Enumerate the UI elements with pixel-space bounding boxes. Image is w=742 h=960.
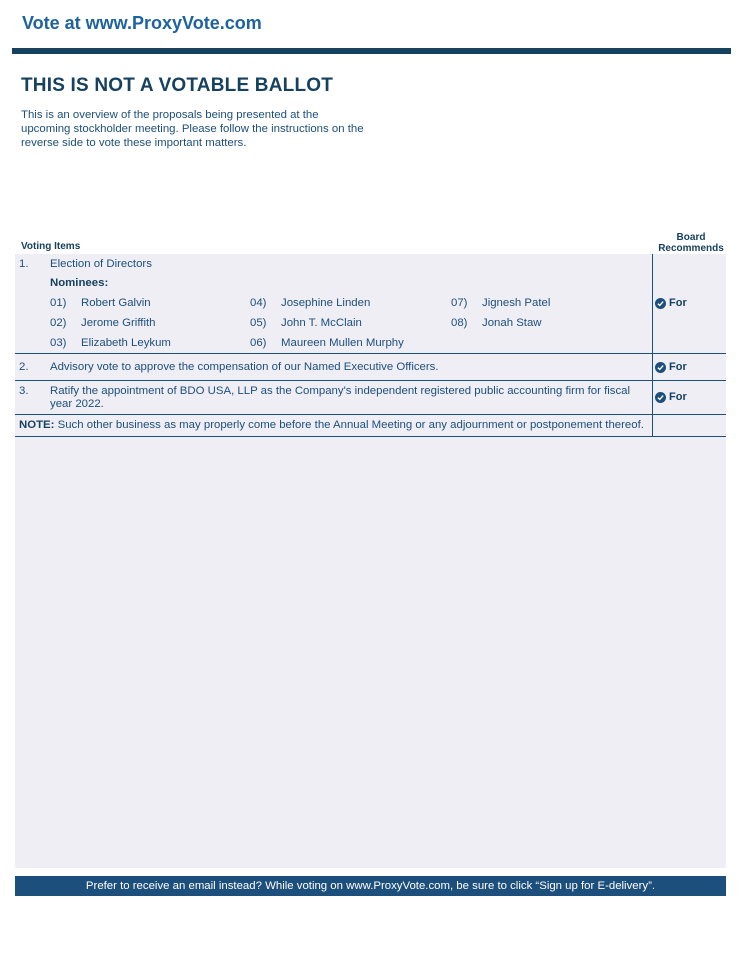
- nominee-number: 05): [250, 317, 267, 329]
- row-divider: [15, 436, 726, 437]
- intro-text: This is an overview of the proposals being presented at the upcoming stockholder meeting. Please follow the instructions on the reverse side to vote these important matters.: [21, 109, 364, 149]
- recommendation-label: For: [669, 361, 687, 373]
- item-number: 3.: [19, 385, 29, 397]
- recommendation-label: For: [669, 297, 687, 309]
- nominee-name: Elizabeth Leykum: [81, 337, 171, 349]
- nominee-number: 01): [50, 297, 67, 309]
- check-circle-icon: [655, 298, 666, 309]
- row-divider: [15, 380, 726, 381]
- nominee-number: 07): [451, 297, 468, 309]
- nominee-name: Jignesh Patel: [482, 297, 551, 309]
- note-text: Such other business as may properly come before the Annual Meeting or any adjournment or postponement thereof.: [54, 419, 644, 431]
- check-circle-icon: [655, 392, 666, 403]
- column-divider: [652, 254, 653, 436]
- nominee-name: Robert Galvin: [81, 297, 151, 309]
- board-recommendation: [655, 297, 687, 309]
- item-number: 2.: [19, 361, 29, 373]
- nominee-name: Jonah Staw: [482, 317, 542, 329]
- nominee-number: 08): [451, 317, 468, 329]
- nominee-number: 02): [50, 317, 67, 329]
- page-title: THIS IS NOT A VOTABLE BALLOT: [21, 75, 334, 96]
- item-text: Election of Directors: [50, 258, 152, 270]
- nominee-name: Maureen Mullen Murphy: [281, 337, 404, 349]
- nominee-number: 06): [250, 337, 267, 349]
- nominee-name: Josephine Linden: [281, 297, 371, 309]
- note-label: NOTE:: [19, 419, 55, 431]
- board-recommendation: [655, 361, 687, 373]
- proxyvote-link[interactable]: Vote at www.ProxyVote.com: [22, 13, 262, 33]
- nominee-name: John T. McClain: [281, 317, 362, 329]
- nominees-label: Nominees:: [50, 277, 109, 289]
- board-recommendation: [655, 391, 687, 403]
- nominee-number: 04): [250, 297, 267, 309]
- check-circle-icon: [655, 362, 666, 373]
- edelivery-banner: Prefer to receive an email instead? While voting on www.ProxyVote.com, be sure to click “Sign up for E-delivery”.: [15, 876, 726, 896]
- recommendation-label: For: [669, 391, 687, 403]
- item-number: 1.: [19, 258, 29, 270]
- board-recommends-header: Board Recommends: [658, 232, 724, 254]
- header-divider: [12, 48, 731, 54]
- item-text: Advisory vote to approve the compensation of our Named Executive Officers.: [50, 361, 439, 373]
- item-text: Ratify the appointment of BDO USA, LLP as the Company's independent registered public accounting firm for fiscal year 2022.: [50, 385, 631, 410]
- row-divider: [15, 353, 726, 354]
- row-divider: [15, 414, 726, 415]
- nominee-number: 03): [50, 337, 67, 349]
- voting-items-header: Voting Items: [21, 241, 81, 252]
- note: [19, 419, 644, 431]
- nominee-name: Jerome Griffith: [81, 317, 156, 329]
